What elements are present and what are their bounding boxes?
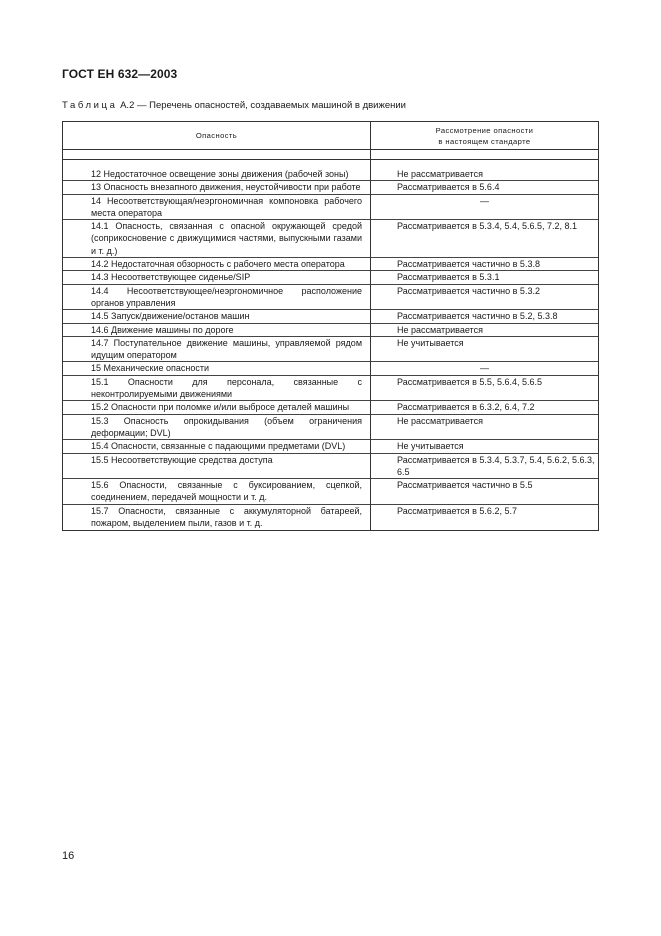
hazard-cell: 15.4 Опасности, связанные с падающими предметами (DVL) — [91, 441, 346, 452]
consideration-cell: Рассматривается частично в 5.3.2 — [397, 285, 540, 296]
consideration-cell: Рассматривается в 5.3.1 — [397, 272, 500, 283]
hazard-cell: 15.6 Опасности, связанные с буксированием, сцепкой, соединением, передачей мощности и т. д. — [91, 480, 362, 503]
consideration-cell: Не рассматривается — [397, 324, 483, 335]
hazard-cell: 14 Несоответствующая/неэргономичная компоновка рабочего места оператора — [91, 195, 362, 218]
consideration-cell: Рассматривается в 5.3.4, 5.3.7, 5.4, 5.6.2, 5.6.3, 6.5 — [397, 454, 595, 477]
consideration-cell: Рассматривается в 5.6.4 — [397, 182, 500, 193]
page-number: 16 — [62, 850, 75, 862]
hazard-cell: 15 Механические опасности — [91, 363, 209, 374]
table-row — [63, 284, 599, 310]
table-row — [63, 194, 599, 220]
table-header-row — [63, 122, 599, 150]
table-row — [63, 160, 599, 181]
column-header-consideration-line1: Рассмотрение опасности — [435, 125, 534, 135]
consideration-cell: Рассматривается частично в 5.3.8 — [397, 259, 540, 270]
consideration-cell: Рассматривается частично в 5.5 — [397, 480, 533, 491]
hazard-cell: 15.3 Опасность опрокидывания (объем ограничения деформации; DVL) — [91, 415, 362, 438]
table-row — [63, 414, 599, 440]
table-gap-row — [63, 150, 599, 160]
table-row — [63, 258, 599, 271]
hazard-cell: 14.1 Опасность, связанная с опасной окружающей средой (соприкосновение с движущимися частями, выпускными газами и т. д.) — [91, 221, 362, 256]
hazard-cell: 14.3 Несоответствующее сиденье/SIP — [91, 272, 251, 283]
table-row — [63, 310, 599, 323]
hazard-cell: 15.5 Несоответствующие средства доступа — [91, 454, 273, 465]
consideration-cell: — — [480, 363, 489, 374]
table-row — [63, 479, 599, 505]
hazards-table — [62, 121, 599, 531]
consideration-cell: Не рассматривается — [397, 415, 483, 426]
consideration-cell: Рассматривается в 5.5, 5.6.4, 5.6.5 — [397, 376, 542, 387]
table-row — [63, 504, 599, 531]
table-row — [63, 181, 599, 194]
table-row — [63, 453, 599, 479]
hazard-cell: 13 Опасность внезапного движения, неустойчивости при работе — [91, 182, 361, 193]
consideration-cell: Рассматривается в 6.3.2, 6.4, 7.2 — [397, 402, 535, 413]
hazard-cell: 12 Недостаточное освещение зоны движения (рабочей зоны) — [91, 169, 349, 179]
consideration-cell: Рассматривается в 5.6.2, 5.7 — [397, 505, 517, 516]
table-row — [63, 401, 599, 414]
hazard-cell: 15.7 Опасности, связанные с аккумуляторной батареей, пожаром, выделением пыли, газов и т. д. — [91, 505, 362, 529]
hazard-cell: 14.4 Несоответствующее/неэргономичное расположение органов управления — [91, 285, 362, 308]
document-header: ГОСТ ЕН 632—2003 — [62, 67, 178, 81]
table-row — [63, 271, 599, 284]
consideration-cell: Не учитывается — [397, 337, 464, 348]
hazard-cell: 15.2 Опасности при поломке и/или выбросе деталей машины — [91, 402, 350, 413]
table-caption — [62, 100, 406, 111]
consideration-cell: Рассматривается в 5.3.4, 5.4, 5.6.5, 7.2, 8.1 — [397, 221, 577, 232]
hazard-cell: 14.5 Запуск/движение/останов машин — [91, 311, 250, 322]
hazard-cell: 15.1 Опасности для персонала, связанные с неконтролируемыми движениями — [91, 376, 362, 400]
table-row — [63, 362, 599, 375]
consideration-cell: Не учитывается — [397, 441, 464, 452]
table-row — [63, 375, 599, 401]
table-row — [63, 220, 599, 258]
column-header-consideration — [371, 122, 599, 150]
hazard-cell: 14.7 Поступательное движение машины, управляемой рядом идущим оператором — [91, 337, 362, 361]
table-caption-text: А.2 — Перечень опасностей, создаваемых машиной в движении — [117, 100, 406, 111]
table-row — [63, 323, 599, 336]
table-row — [63, 440, 599, 453]
column-header-hazard: Опасность — [63, 122, 371, 150]
table-caption-label: Таблица — [62, 100, 118, 111]
hazard-cell: 14.2 Недостаточная обзорность с рабочего места оператора — [91, 259, 345, 270]
consideration-cell: — — [480, 195, 489, 206]
consideration-cell: Не рассматривается — [397, 169, 483, 179]
column-header-consideration-line2: в настоящем стандарте — [438, 136, 531, 146]
consideration-cell: Рассматривается частично в 5.2, 5.3.8 — [397, 311, 558, 322]
table-row — [63, 336, 599, 362]
hazard-cell: 14.6 Движение машины по дороге — [91, 324, 234, 335]
